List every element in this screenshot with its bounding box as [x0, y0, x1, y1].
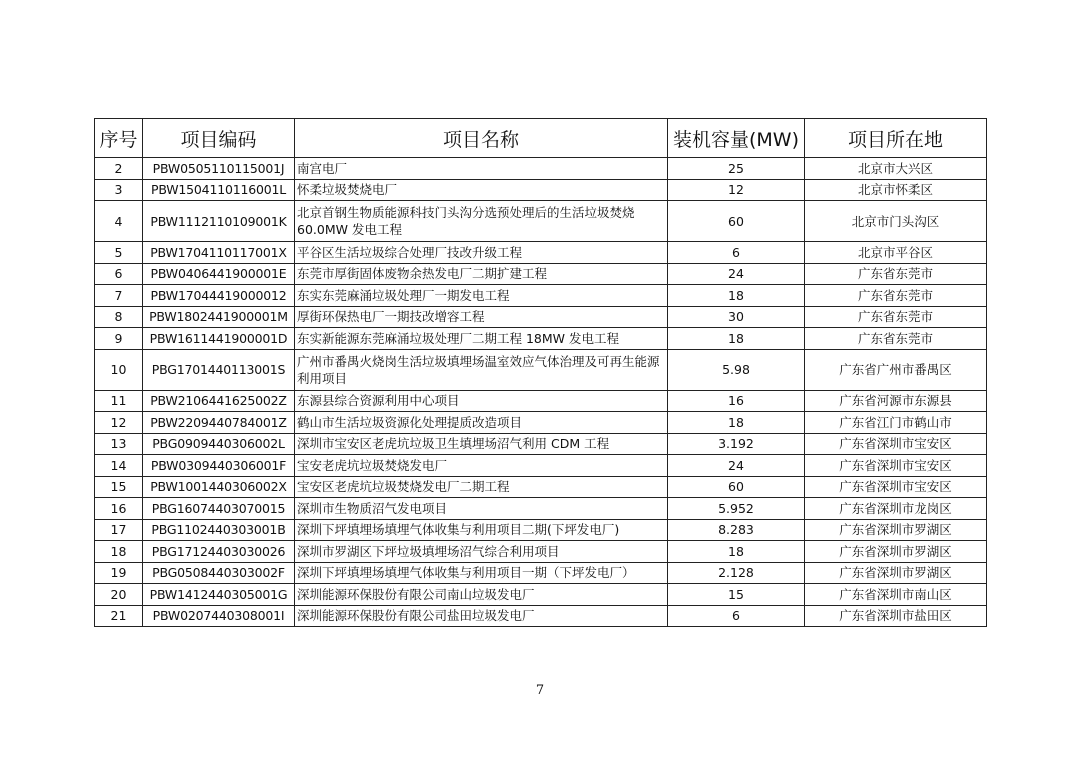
table-row [95, 541, 987, 563]
cell-code: PBW1504110116001L [143, 179, 295, 201]
header-location: 项目所在地 [805, 119, 987, 158]
cell-code: PBG1102440303001B [143, 519, 295, 541]
cell-capacity: 16 [668, 390, 805, 412]
header-seq: 序号 [95, 119, 143, 158]
cell-name: 北京首钢生物质能源科技门头沟分选预处理后的生活垃圾焚烧 60.0MW 发电工程 [295, 201, 668, 242]
table-row [95, 349, 987, 390]
cell-capacity: 5.98 [668, 349, 805, 390]
cell-name: 东源县综合资源利用中心项目 [295, 390, 668, 412]
cell-seq: 14 [95, 455, 143, 477]
cell-capacity: 18 [668, 328, 805, 350]
table-row [95, 412, 987, 434]
cell-seq: 15 [95, 476, 143, 498]
cell-name: 深圳市生物质沼气发电项目 [295, 498, 668, 520]
cell-capacity: 18 [668, 285, 805, 307]
cell-code: PBW0505110115001J [143, 158, 295, 180]
cell-location: 北京市门头沟区 [805, 201, 987, 242]
table-row [95, 263, 987, 285]
cell-name: 南宫电厂 [295, 158, 668, 180]
project-table [94, 118, 987, 627]
cell-location: 广东省深圳市宝安区 [805, 476, 987, 498]
header-capacity: 装机容量(MW) [668, 119, 805, 158]
cell-location: 广东省东莞市 [805, 263, 987, 285]
cell-name: 宝安老虎坑垃圾焚烧发电厂 [295, 455, 668, 477]
cell-name: 鹤山市生活垃圾资源化处理提质改造项目 [295, 412, 668, 434]
cell-location: 广东省深圳市宝安区 [805, 433, 987, 455]
cell-code: PBW2209440784001Z [143, 412, 295, 434]
table-row [95, 584, 987, 606]
table-row [95, 455, 987, 477]
cell-code: PBG1701440113001S [143, 349, 295, 390]
cell-location: 广东省深圳市宝安区 [805, 455, 987, 477]
cell-location: 北京市大兴区 [805, 158, 987, 180]
cell-location: 北京市平谷区 [805, 242, 987, 264]
cell-capacity: 3.192 [668, 433, 805, 455]
cell-location: 广东省深圳市南山区 [805, 584, 987, 606]
cell-seq: 5 [95, 242, 143, 264]
cell-location: 广东省江门市鹤山市 [805, 412, 987, 434]
cell-name: 东实东莞麻涌垃圾处理厂一期发电工程 [295, 285, 668, 307]
cell-code: PBW17044419000012 [143, 285, 295, 307]
cell-capacity: 12 [668, 179, 805, 201]
table-header-row [95, 119, 987, 158]
table-row [95, 476, 987, 498]
cell-location: 广东省深圳市龙岗区 [805, 498, 987, 520]
cell-seq: 17 [95, 519, 143, 541]
cell-name: 深圳下坪填埋场填埋气体收集与利用项目二期(下坪发电厂) [295, 519, 668, 541]
table-row [95, 328, 987, 350]
table-body [95, 158, 987, 627]
cell-name: 怀柔垃圾焚烧电厂 [295, 179, 668, 201]
cell-capacity: 6 [668, 242, 805, 264]
cell-location: 广东省深圳市罗湖区 [805, 562, 987, 584]
cell-seq: 2 [95, 158, 143, 180]
cell-seq: 16 [95, 498, 143, 520]
cell-capacity: 60 [668, 476, 805, 498]
cell-capacity: 8.283 [668, 519, 805, 541]
table-row [95, 179, 987, 201]
cell-code: PBG16074403070015 [143, 498, 295, 520]
header-name: 项目名称 [295, 119, 668, 158]
cell-location: 广东省东莞市 [805, 285, 987, 307]
cell-location: 广东省东莞市 [805, 306, 987, 328]
cell-code: PBG17124403030026 [143, 541, 295, 563]
cell-code: PBW1112110109001K [143, 201, 295, 242]
cell-capacity: 24 [668, 455, 805, 477]
cell-seq: 10 [95, 349, 143, 390]
table-row [95, 433, 987, 455]
cell-name: 深圳市罗湖区下坪垃圾填埋场沼气综合利用项目 [295, 541, 668, 563]
cell-seq: 3 [95, 179, 143, 201]
cell-capacity: 2.128 [668, 562, 805, 584]
cell-name: 东莞市厚街固体废物余热发电厂二期扩建工程 [295, 263, 668, 285]
cell-seq: 9 [95, 328, 143, 350]
cell-seq: 20 [95, 584, 143, 606]
cell-location: 广东省深圳市盐田区 [805, 605, 987, 627]
cell-name: 深圳能源环保股份有限公司盐田垃圾发电厂 [295, 605, 668, 627]
cell-location: 广东省东莞市 [805, 328, 987, 350]
table-row [95, 390, 987, 412]
cell-capacity: 30 [668, 306, 805, 328]
header-code: 项目编码 [143, 119, 295, 158]
cell-seq: 7 [95, 285, 143, 307]
cell-seq: 12 [95, 412, 143, 434]
cell-code: PBW2106441625002Z [143, 390, 295, 412]
cell-code: PBG0508440303002F [143, 562, 295, 584]
cell-location: 广东省深圳市罗湖区 [805, 519, 987, 541]
table-row [95, 605, 987, 627]
cell-seq: 6 [95, 263, 143, 285]
cell-name: 广州市番禺火烧岗生活垃圾填埋场温室效应气体治理及可再生能源利用项目 [295, 349, 668, 390]
cell-seq: 19 [95, 562, 143, 584]
cell-location: 广东省广州市番禺区 [805, 349, 987, 390]
cell-capacity: 5.952 [668, 498, 805, 520]
table-row [95, 519, 987, 541]
cell-seq: 11 [95, 390, 143, 412]
cell-code: PBW1001440306002X [143, 476, 295, 498]
cell-code: PBG0909440306002L [143, 433, 295, 455]
cell-code: PBW0207440308001I [143, 605, 295, 627]
cell-name: 厚街环保热电厂一期技改增容工程 [295, 306, 668, 328]
table-row [95, 562, 987, 584]
page-number: 7 [535, 683, 545, 698]
cell-code: PBW1704110117001X [143, 242, 295, 264]
cell-name: 平谷区生活垃圾综合处理厂技改升级工程 [295, 242, 668, 264]
cell-location: 广东省深圳市罗湖区 [805, 541, 987, 563]
cell-name: 东实新能源东莞麻涌垃圾处理厂二期工程 18MW 发电工程 [295, 328, 668, 350]
cell-code: PBW0406441900001E [143, 263, 295, 285]
cell-location: 广东省河源市东源县 [805, 390, 987, 412]
cell-code: PBW1611441900001D [143, 328, 295, 350]
cell-seq: 13 [95, 433, 143, 455]
table-row [95, 306, 987, 328]
table-row [95, 285, 987, 307]
table-row [95, 201, 987, 242]
cell-capacity: 18 [668, 541, 805, 563]
cell-location: 北京市怀柔区 [805, 179, 987, 201]
table-row [95, 242, 987, 264]
cell-name: 深圳下坪填埋场填埋气体收集与利用项目一期（下坪发电厂） [295, 562, 668, 584]
cell-seq: 18 [95, 541, 143, 563]
cell-seq: 21 [95, 605, 143, 627]
cell-code: PBW1412440305001G [143, 584, 295, 606]
cell-code: PBW1802441900001M [143, 306, 295, 328]
cell-seq: 8 [95, 306, 143, 328]
cell-capacity: 60 [668, 201, 805, 242]
cell-name: 深圳能源环保股份有限公司南山垃圾发电厂 [295, 584, 668, 606]
cell-capacity: 25 [668, 158, 805, 180]
table-row [95, 158, 987, 180]
cell-capacity: 6 [668, 605, 805, 627]
cell-seq: 4 [95, 201, 143, 242]
cell-code: PBW0309440306001F [143, 455, 295, 477]
cell-name: 宝安区老虎坑垃圾焚烧发电厂二期工程 [295, 476, 668, 498]
cell-capacity: 24 [668, 263, 805, 285]
cell-capacity: 18 [668, 412, 805, 434]
table-row [95, 498, 987, 520]
cell-name: 深圳市宝安区老虎坑垃圾卫生填埋场沼气利用 CDM 工程 [295, 433, 668, 455]
cell-capacity: 15 [668, 584, 805, 606]
